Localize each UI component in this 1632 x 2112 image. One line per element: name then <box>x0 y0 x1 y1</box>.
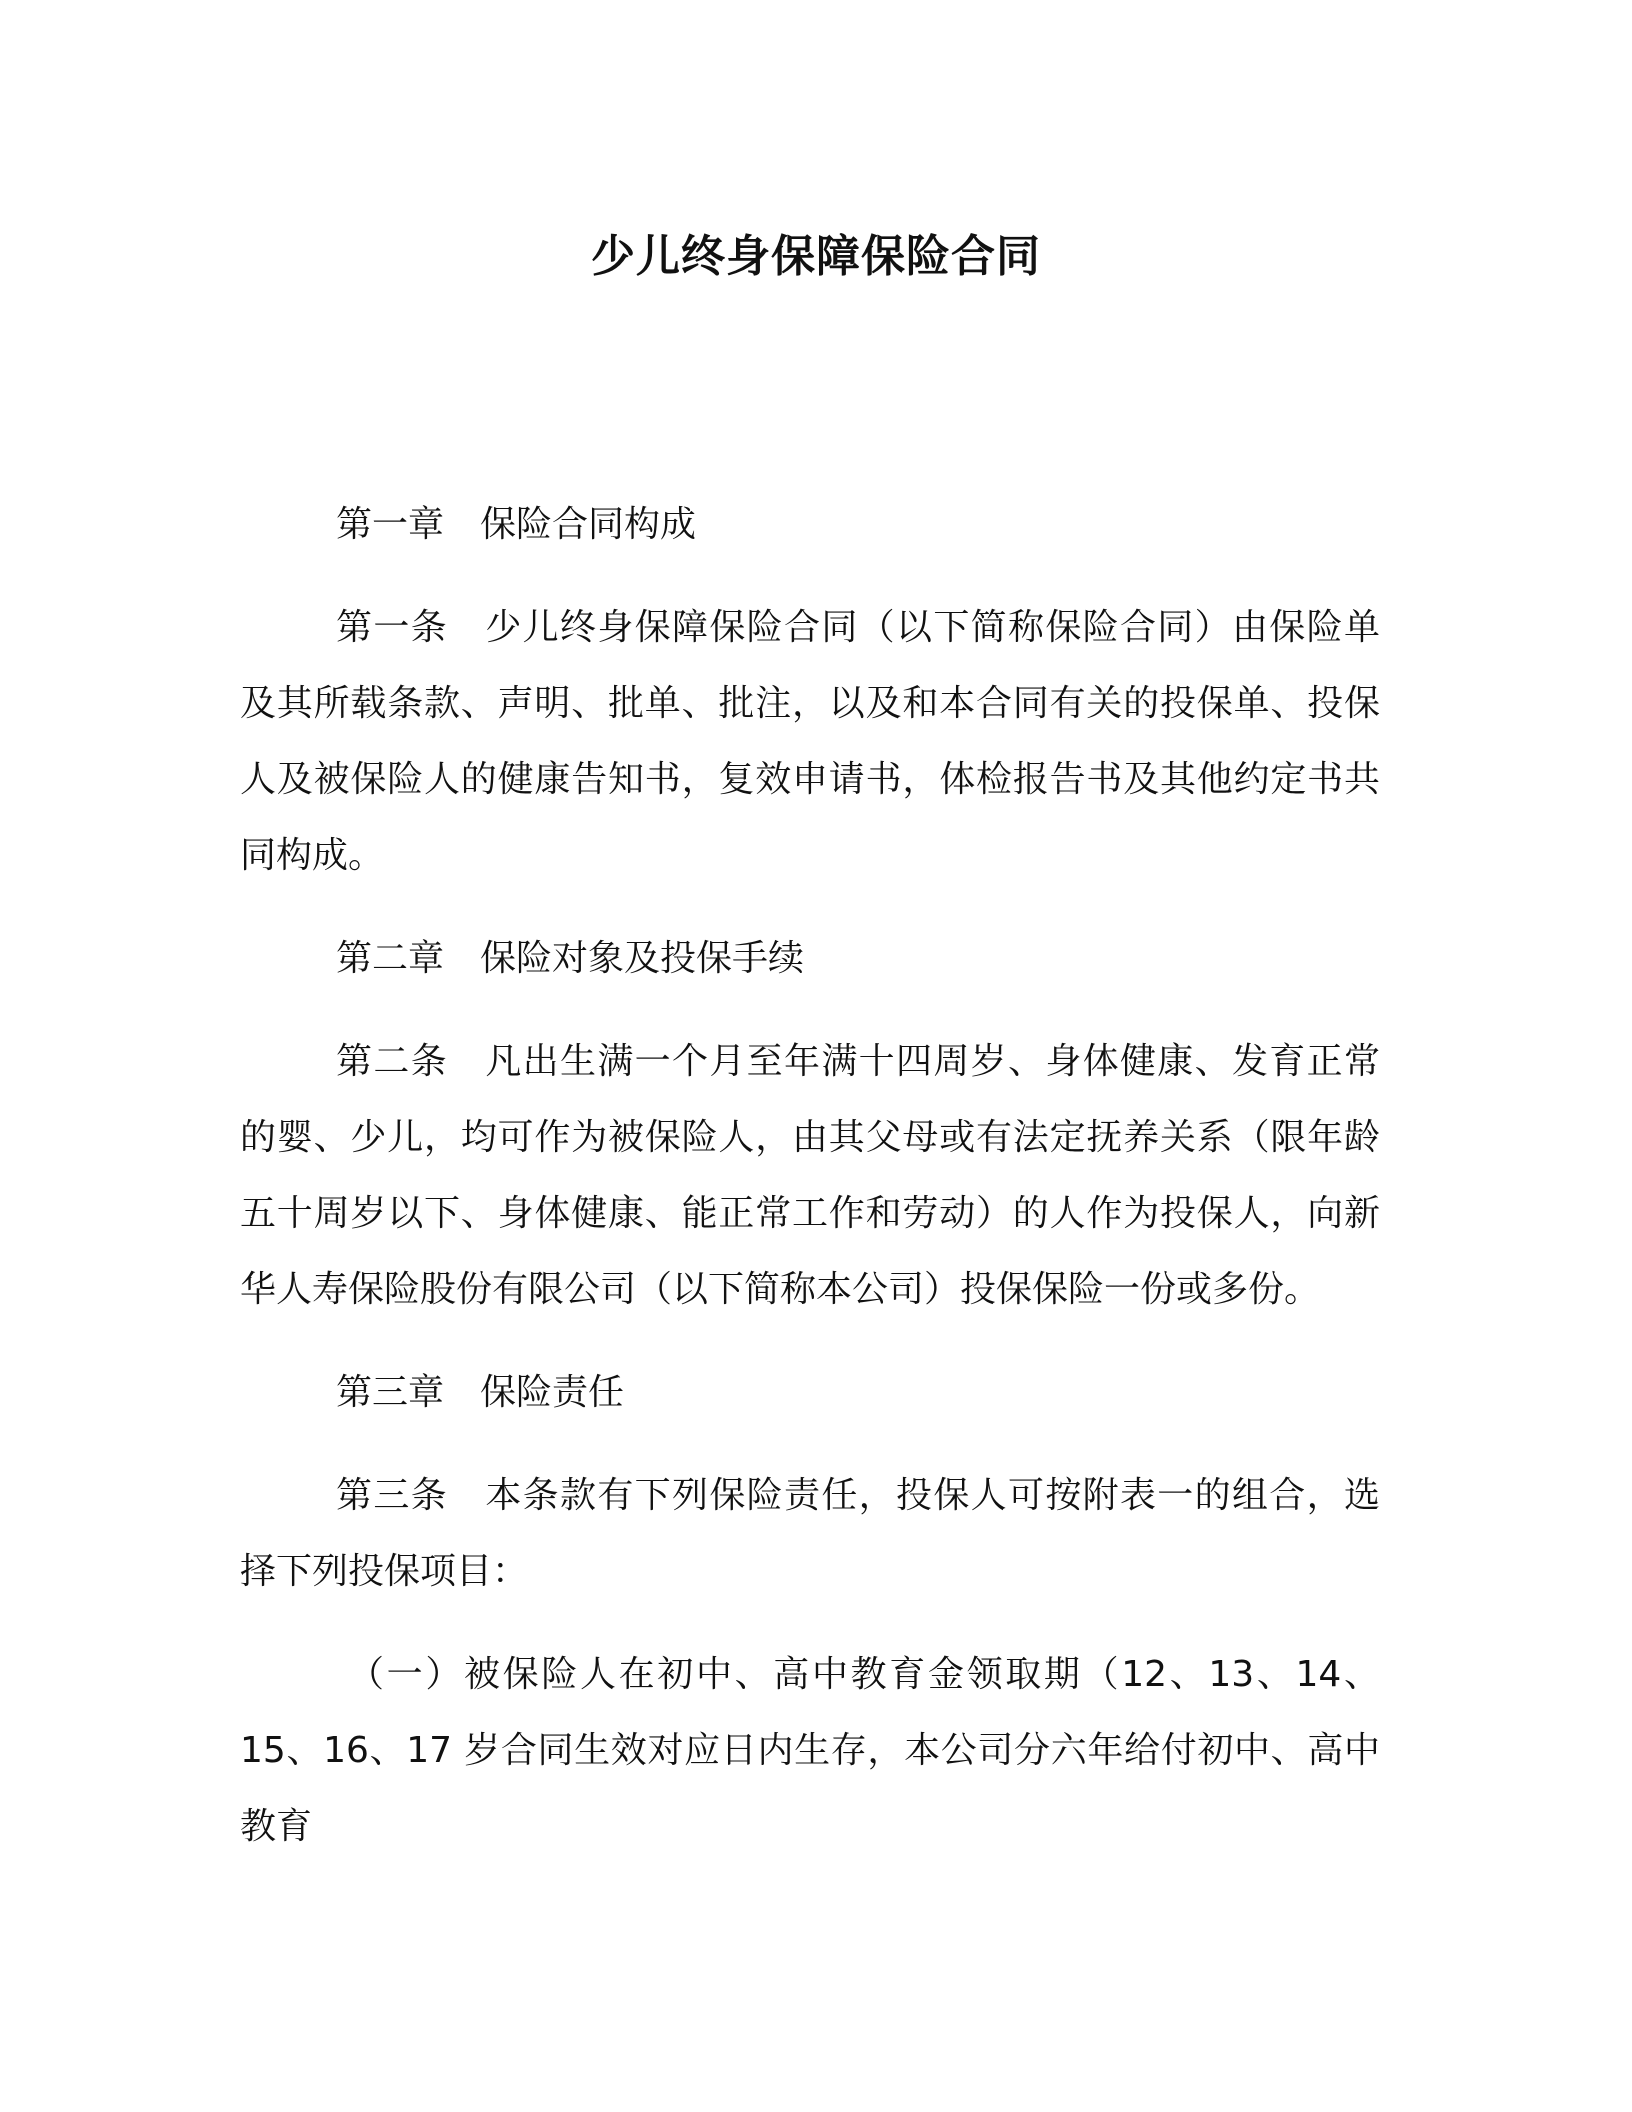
list-item <box>240 1637 1380 1865</box>
article-1 <box>240 590 1380 894</box>
article-3 <box>240 1458 1380 1610</box>
chapter-heading-3 <box>240 1355 1380 1431</box>
document-title: 少儿终身保障保险合同 <box>591 231 1041 282</box>
chapter-title: 保险合同构成 <box>480 504 697 545</box>
article-label: 第二条 <box>336 1041 448 1082</box>
article-text: 少儿终身保障保险合同（以下简称保险合同）由保险单及其所载条款、声明、批单、批注，以及和本合同有关的投保单、投保人及被保险人的健康告知书，复效申请书，体检报告书及其他约定书共同构成。 <box>240 607 1380 876</box>
list-item-text: （一）被保险人在初中、高中教育金领取期（12、13、14、15、16、17 岁合同生效对应日内生存，本公司分六年给付初中、高中教育 <box>240 1654 1380 1847</box>
chapter-label: 第三章 <box>336 1372 445 1413</box>
chapter-label: 第一章 <box>336 504 445 545</box>
article-text: 本条款有下列保险责任，投保人可按附表一的组合，选择下列投保项目： <box>240 1475 1380 1592</box>
chapter-label: 第二章 <box>336 938 445 979</box>
chapter-title: 保险对象及投保手续 <box>480 938 805 979</box>
article-label: 第三条 <box>336 1475 448 1516</box>
chapter-title: 保险责任 <box>480 1372 625 1413</box>
chapter-heading-2 <box>240 921 1380 997</box>
article-text: 凡出生满一个月至年满十四周岁、身体健康、发育正常的婴、少儿，均可作为被保险人，由其父母或有法定抚养关系（限年龄五十周岁以下、身体健康、能正常工作和劳动）的人作为投保人，向新华人寿保险股份有限公司（以下简称本公司）投保保险一份或多份。 <box>240 1041 1380 1310</box>
document-body <box>240 487 1380 1892</box>
article-2 <box>240 1024 1380 1328</box>
article-label: 第一条 <box>336 607 448 648</box>
chapter-heading-1 <box>240 487 1380 563</box>
